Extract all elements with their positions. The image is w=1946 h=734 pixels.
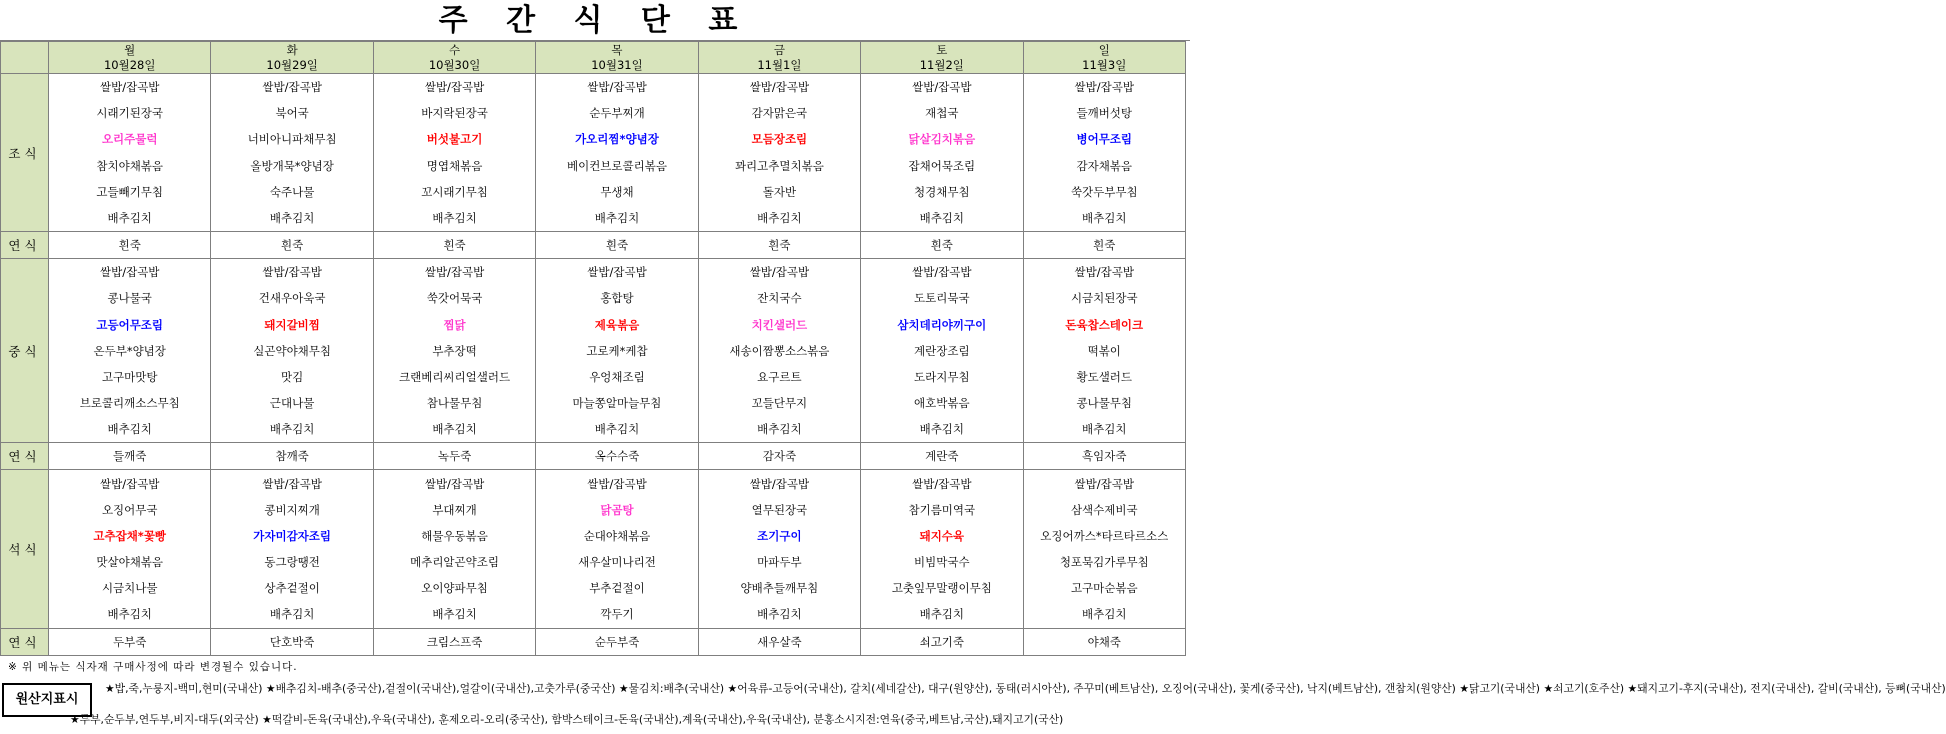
menu-item: 쌀밥/잡곡밥	[698, 470, 860, 497]
menu-item: 모듬장조림	[698, 126, 860, 152]
snack-item: 계란죽	[861, 443, 1023, 470]
menu-item: 감자채볶음	[1023, 153, 1185, 179]
menu-item: 돼지갈비찜	[211, 312, 373, 338]
menu-item: 조기구이	[698, 523, 860, 549]
snack-item: 들깨죽	[49, 443, 211, 470]
menu-item: 고구마순볶음	[1023, 575, 1185, 601]
menu-item: 도라지무침	[861, 364, 1023, 390]
menu-item: 잡채어묵조림	[861, 153, 1023, 179]
menu-item: 새송이짬뽕소스볶음	[698, 338, 860, 364]
snack-item: 쇠고기죽	[861, 628, 1023, 655]
menu-item: 배추김치	[861, 601, 1023, 628]
menu-item: 들깨버섯탕	[1023, 100, 1185, 126]
menu-item: 참치야채볶음	[49, 153, 211, 179]
weekly-menu-table	[0, 41, 1186, 656]
menu-item: 버섯불고기	[373, 126, 535, 152]
menu-item: 고들빼기무침	[49, 179, 211, 205]
menu-item: 오이양파무침	[373, 575, 535, 601]
menu-item: 쌀밥/잡곡밥	[698, 259, 860, 286]
snack-item: 흰죽	[49, 232, 211, 259]
menu-item: 베이컨브로콜리볶음	[536, 153, 698, 179]
menu-item: 바지락된장국	[373, 100, 535, 126]
menu-item: 고구마맛탕	[49, 364, 211, 390]
menu-item: 해물우동볶음	[373, 523, 535, 549]
menu-item: 참나물무침	[373, 390, 535, 416]
menu-item: 우엉채조림	[536, 364, 698, 390]
menu-item: 쑥갓어묵국	[373, 285, 535, 311]
snack-row	[1, 628, 1186, 655]
day-header	[49, 42, 211, 74]
menu-item: 쌀밥/잡곡밥	[861, 470, 1023, 497]
menu-item: 쌀밥/잡곡밥	[49, 74, 211, 101]
menu-item: 부대찌개	[373, 497, 535, 523]
menu-item: 쌀밥/잡곡밥	[698, 74, 860, 101]
menu-item: 북어국	[211, 100, 373, 126]
menu-item: 잔치국수	[698, 285, 860, 311]
menu-item: 꽈리고추멸치볶음	[698, 153, 860, 179]
menu-item: 재첩국	[861, 100, 1023, 126]
menu-item: 배추김치	[1023, 416, 1185, 443]
menu-item: 배추김치	[49, 601, 211, 628]
menu-item: 배추김치	[373, 205, 535, 232]
menu-item: 쌀밥/잡곡밥	[1023, 74, 1185, 101]
menu-item: 부추겉절이	[536, 575, 698, 601]
menu-item: 돈육찹스테이크	[1023, 312, 1185, 338]
day-name: 수	[449, 42, 461, 57]
menu-item: 배추김치	[861, 416, 1023, 443]
menu-item: 배추김치	[49, 416, 211, 443]
menu-row	[1, 601, 1186, 628]
menu-item: 브로콜리깨소스무침	[49, 390, 211, 416]
day-date: 11월1일	[757, 57, 802, 72]
menu-item: 비빔막국수	[861, 549, 1023, 575]
menu-row	[1, 575, 1186, 601]
menu-row	[1, 126, 1186, 152]
menu-item: 배추김치	[536, 416, 698, 443]
menu-item: 애호박볶음	[861, 390, 1023, 416]
menu-item: 배추김치	[1023, 205, 1185, 232]
menu-item: 쌀밥/잡곡밥	[49, 470, 211, 497]
menu-item: 배추김치	[1023, 601, 1185, 628]
snack-row	[1, 232, 1186, 259]
menu-item: 실곤약야채무침	[211, 338, 373, 364]
menu-item: 순두부찌개	[536, 100, 698, 126]
menu-item: 고추잡채*꽃빵	[49, 523, 211, 549]
menu-item: 떡볶이	[1023, 338, 1185, 364]
menu-item: 맛김	[211, 364, 373, 390]
menu-item: 삼색수제비국	[1023, 497, 1185, 523]
menu-item: 청경채무침	[861, 179, 1023, 205]
menu-item: 메추리알곤약조림	[373, 549, 535, 575]
day-name: 토	[936, 42, 948, 57]
day-header	[861, 42, 1023, 74]
menu-item: 쌀밥/잡곡밥	[536, 470, 698, 497]
menu-row	[1, 523, 1186, 549]
menu-item: 근대나물	[211, 390, 373, 416]
menu-item: 시금치된장국	[1023, 285, 1185, 311]
menu-item: 배추김치	[211, 601, 373, 628]
menu-item: 오리주물럭	[49, 126, 211, 152]
day-header	[698, 42, 860, 74]
menu-item: 치킨샐러드	[698, 312, 860, 338]
menu-item: 배추김치	[861, 205, 1023, 232]
day-date: 11월3일	[1082, 57, 1127, 72]
day-name: 목	[611, 42, 623, 57]
origin-label: 원산지표시	[2, 683, 92, 717]
snack-item: 옥수수죽	[536, 443, 698, 470]
menu-item: 쌀밥/잡곡밥	[211, 74, 373, 101]
menu-item: 쌀밥/잡곡밥	[1023, 470, 1185, 497]
snack-item: 흰죽	[211, 232, 373, 259]
day-date: 11월2일	[919, 57, 964, 72]
menu-item: 닭곰탕	[536, 497, 698, 523]
menu-item: 찜닭	[373, 312, 535, 338]
day-name: 금	[773, 42, 785, 57]
menu-item: 배추김치	[698, 416, 860, 443]
menu-item: 쌀밥/잡곡밥	[861, 74, 1023, 101]
menu-item: 청포묵김가루무침	[1023, 549, 1185, 575]
meal-label: 석식	[1, 470, 49, 628]
menu-item: 가자미감자조림	[211, 523, 373, 549]
menu-item: 쌀밥/잡곡밥	[211, 259, 373, 286]
menu-row	[1, 549, 1186, 575]
menu-item: 무생채	[536, 179, 698, 205]
menu-item: 시금치나물	[49, 575, 211, 601]
snack-item: 흰죽	[698, 232, 860, 259]
menu-item: 배추김치	[373, 416, 535, 443]
snack-item: 야채죽	[1023, 628, 1185, 655]
day-header	[536, 42, 698, 74]
menu-item: 쌀밥/잡곡밥	[373, 74, 535, 101]
menu-row	[1, 205, 1186, 232]
day-date: 10월31일	[591, 57, 643, 72]
menu-item: 건새우아욱국	[211, 285, 373, 311]
menu-row	[1, 497, 1186, 523]
menu-item: 돌자반	[698, 179, 860, 205]
menu-item: 배추김치	[536, 205, 698, 232]
day-header	[211, 42, 373, 74]
menu-item: 마늘쫑알마늘무침	[536, 390, 698, 416]
snack-item: 두부죽	[49, 628, 211, 655]
menu-row	[1, 100, 1186, 126]
menu-row	[1, 416, 1186, 443]
meal-label: 조식	[1, 74, 49, 232]
menu-item: 크랜베리씨리얼샐러드	[373, 364, 535, 390]
menu-item: 콩나물국	[49, 285, 211, 311]
menu-item: 쌀밥/잡곡밥	[373, 470, 535, 497]
menu-item: 제육볶음	[536, 312, 698, 338]
menu-row	[1, 153, 1186, 179]
snack-item: 단호박죽	[211, 628, 373, 655]
origin-info-line-2: ★두부,순두부,연두부,비지-대두(외국산) ★떡갈비-돈육(국내산),우육(국내산), 훈제오리-오리(중국산), 함박스테이크-돈육(국내산),계육(국내산),우육(국내산), 분홍소시지전:연육(중국,베트남,국산),돼지고기(국산)	[70, 713, 1064, 726]
origin-info-line-1: ★밥,죽,누룽지-백미,현미(국내산) ★배추김치-배추(중국산),겉절이(국내산),얼갈이(국내산),고춧가루(중국산) ★물김치:배추(국내산) ★어육류-고등어(국내산), 갈치(세네갈산), 대구(원양산), 동태(러시아산), 주꾸미(베트남산), 오징어(국내산), 꽃게(중국산), 낙지(베트남산), 갠참치(원양산) ★닭고기(국내산) ★쇠고기(호주산) ★돼지고기-후지(국내산), 전지(국내산), 갈비(국내산), 등뼈(국내산)	[105, 682, 1946, 695]
meal-label: 중식	[1, 259, 49, 443]
menu-item: 꼬들단무지	[698, 390, 860, 416]
menu-item: 참기름미역국	[861, 497, 1023, 523]
snack-item: 흰죽	[373, 232, 535, 259]
menu-item: 닭살김치볶음	[861, 126, 1023, 152]
menu-item: 너비아니파채무침	[211, 126, 373, 152]
menu-item: 배추김치	[698, 601, 860, 628]
snack-item: 흑임자죽	[1023, 443, 1185, 470]
menu-item: 고춧잎무말랭이무침	[861, 575, 1023, 601]
menu-item: 황도샐러드	[1023, 364, 1185, 390]
snack-item: 흰죽	[536, 232, 698, 259]
menu-item: 마파두부	[698, 549, 860, 575]
day-date: 10월30일	[428, 57, 481, 72]
menu-item: 요구르트	[698, 364, 860, 390]
menu-item: 오징어까스*타르타르소스	[1023, 523, 1185, 549]
menu-row	[1, 179, 1186, 205]
day-name: 화	[286, 42, 298, 57]
menu-item: 오징어무국	[49, 497, 211, 523]
snack-label: 연식	[1, 628, 49, 655]
day-header	[373, 42, 535, 74]
snack-item: 참깨죽	[211, 443, 373, 470]
snack-row	[1, 443, 1186, 470]
menu-item: 쑥갓두부무침	[1023, 179, 1185, 205]
day-header	[1023, 42, 1185, 74]
menu-item: 돼지수육	[861, 523, 1023, 549]
snack-item: 녹두죽	[373, 443, 535, 470]
menu-item: 쌀밥/잡곡밥	[49, 259, 211, 286]
menu-row	[1, 390, 1186, 416]
day-date: 10월28일	[103, 57, 156, 72]
menu-row	[1, 364, 1186, 390]
snack-item: 흰죽	[1023, 232, 1185, 259]
menu-item: 명엽채볶음	[373, 153, 535, 179]
menu-item: 새우살미나리전	[536, 549, 698, 575]
menu-row	[1, 285, 1186, 311]
day-name: 일	[1098, 42, 1110, 57]
menu-item: 쌀밥/잡곡밥	[536, 259, 698, 286]
menu-item: 쌀밥/잡곡밥	[861, 259, 1023, 286]
menu-item: 꼬시래기무침	[373, 179, 535, 205]
menu-item: 동그랑땡전	[211, 549, 373, 575]
menu-item: 숙주나물	[211, 179, 373, 205]
menu-item: 콩비지찌개	[211, 497, 373, 523]
menu-item: 배추김치	[211, 416, 373, 443]
menu-item: 삼치데리야끼구이	[861, 312, 1023, 338]
menu-item: 순대야채볶음	[536, 523, 698, 549]
corner-cell	[1, 42, 49, 74]
menu-item: 시래기된장국	[49, 100, 211, 126]
menu-item: 배추김치	[373, 601, 535, 628]
menu-item: 배추김치	[211, 205, 373, 232]
menu-item: 부추장떡	[373, 338, 535, 364]
menu-row	[1, 312, 1186, 338]
menu-item: 가오리찜*양념장	[536, 126, 698, 152]
snack-label: 연식	[1, 443, 49, 470]
menu-item: 올방개묵*양념장	[211, 153, 373, 179]
snack-label: 연식	[1, 232, 49, 259]
menu-item: 맛살야채볶음	[49, 549, 211, 575]
menu-item: 쌀밥/잡곡밥	[536, 74, 698, 101]
menu-row	[1, 338, 1186, 364]
menu-item: 감자맑은국	[698, 100, 860, 126]
day-date: 10월29일	[266, 57, 318, 72]
menu-item: 고로케*케찹	[536, 338, 698, 364]
menu-item: 배추김치	[698, 205, 860, 232]
snack-item: 순두부죽	[536, 628, 698, 655]
snack-item: 흰죽	[861, 232, 1023, 259]
menu-item: 양배추들깨무침	[698, 575, 860, 601]
menu-item: 계란장조림	[861, 338, 1023, 364]
change-notice: ※ 위 메뉴는 식자재 구매사정에 따라 변경될수 있습니다.	[8, 661, 298, 673]
menu-item: 콩나물무침	[1023, 390, 1185, 416]
menu-item: 온두부*양념장	[49, 338, 211, 364]
menu-item: 열무된장국	[698, 497, 860, 523]
menu-item: 도토리묵국	[861, 285, 1023, 311]
menu-item: 쌀밥/잡곡밥	[211, 470, 373, 497]
menu-item: 병어무조림	[1023, 126, 1185, 152]
menu-item: 홍합탕	[536, 285, 698, 311]
day-name: 월	[124, 42, 136, 57]
snack-item: 크림스프죽	[373, 628, 535, 655]
header-row	[1, 42, 1186, 74]
menu-row	[1, 74, 1186, 101]
menu-item: 깍두기	[536, 601, 698, 628]
snack-item: 새우살죽	[698, 628, 860, 655]
menu-item: 배추김치	[49, 205, 211, 232]
snack-item: 감자죽	[698, 443, 860, 470]
menu-row	[1, 259, 1186, 286]
page-title: 주 간 식 단 표	[0, 0, 1190, 41]
menu-item: 쌀밥/잡곡밥	[373, 259, 535, 286]
menu-row	[1, 470, 1186, 497]
menu-item: 상추겉절이	[211, 575, 373, 601]
menu-item: 쌀밥/잡곡밥	[1023, 259, 1185, 286]
menu-item: 고등어무조림	[49, 312, 211, 338]
